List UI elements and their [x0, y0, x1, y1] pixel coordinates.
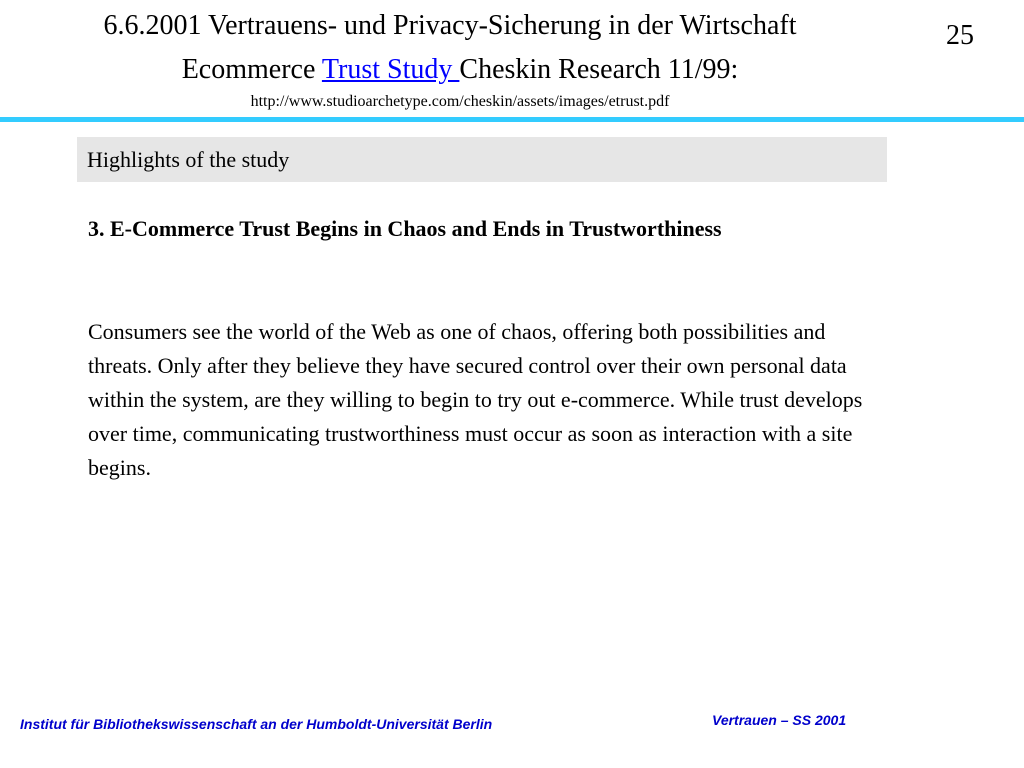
section-heading: 3. E-Commerce Trust Begins in Chaos and Ends in Trustworthiness: [88, 216, 722, 241]
highlights-label: Highlights of the study: [87, 147, 290, 172]
slide-title-text: 6.6.2001 Vertrauens- und Privacy-Sicherung in der Wirtschaft: [103, 10, 797, 41]
body-paragraph: Consumers see the world of the Web as one of chaos, offering both possibilities and threats. Only after they believe they have secured control over their own personal data within the system, are they willing to begin to try out e-commerce. While trust develops over time, communicating trustworthiness must occur as soon as interaction with a site begins.: [88, 319, 863, 480]
slide-title-line-2: [0, 52, 920, 88]
slide-title-prefix: Ecommerce: [181, 54, 322, 85]
slide-title-suffix: Cheskin Research 11/99:: [459, 54, 739, 85]
highlights-banner: [77, 137, 887, 182]
trust-study-link[interactable]: Trust Study: [321, 54, 460, 85]
footer-institution: Institut für Bibliothekswissenschaft an der Humboldt-Universität Berlin: [20, 716, 493, 732]
page-number: 25: [946, 20, 974, 51]
slide-title-line-1: [0, 8, 900, 44]
header-divider: [0, 117, 1024, 122]
footer-course: Vertrauen – SS 2001: [712, 712, 847, 728]
source-url: http://www.studioarchetype.com/cheskin/assets/images/etrust.pdf: [250, 93, 670, 110]
